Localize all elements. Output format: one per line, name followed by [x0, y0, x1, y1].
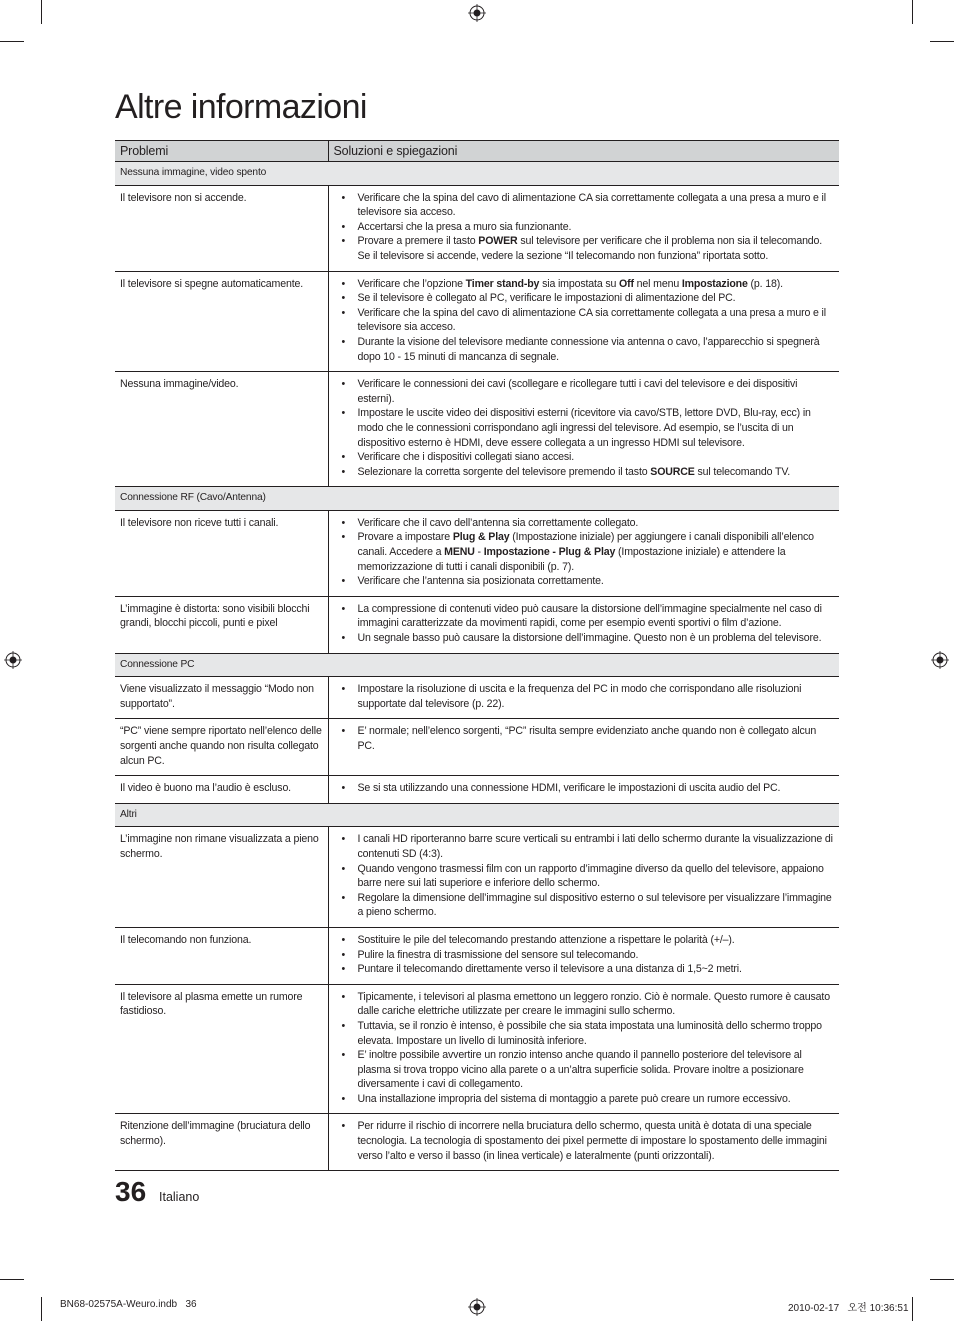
- header-problems: Problemi: [115, 141, 328, 162]
- section-row: [115, 162, 839, 186]
- solution-item: • Durante la visione del televisore mediante connessione via antenna o cavo, l’apparecchio si spegnerà dopo 10 - 15 minuti di mancanza di segnale.: [334, 335, 835, 364]
- table-row: [115, 185, 839, 271]
- section-row: [115, 653, 839, 677]
- solution-item: • Impostare le uscite video dei dispositivi esterni (ricevitore via cavo/STB, lettore DVD, Blu-ray, ecc) in modo che le connessioni corrispondano agli ingressi del televisore. Ad esempio, se l’uscita di un dispositivo esterno è HDMI, deve essere collegata a un ingresso HDMI sul televisore.: [334, 406, 835, 450]
- solution-item: • Verificare che la spina del cavo di alimentazione CA sia correttamente collegata a una presa a muro e il televisore sia acceso.: [334, 191, 835, 220]
- solution-item: • Quando vengono trasmessi film con un rapporto d’immagine diverso da quello del televisore, appaiono barre nere sui lati superiore e inferiore dello schermo.: [334, 862, 835, 891]
- crop-mark: [0, 41, 24, 42]
- solution-item: • Per ridurre il rischio di incorrere nella bruciatura dello schermo, questa unità è dotata di una speciale tecnologia. La tecnologia di spostamento dei pixel permette di impostare lo spostamento delle immagini verso l’alto e verso il basso (in linea verticale) e lateralmente (punti orizzontali).: [334, 1119, 835, 1163]
- section-title: Connessione RF (Cavo/Antenna): [115, 487, 839, 511]
- registration-mark-icon: [468, 1298, 486, 1316]
- table-header-row: [115, 141, 839, 162]
- solution-item: • Una installazione impropria del sistema di montaggio a parete può creare un rumore eccessivo.: [334, 1092, 835, 1107]
- problem-cell: Nessuna immagine/video.: [115, 372, 328, 487]
- print-date: 2010-02-17 오전 10:36:51: [788, 1303, 909, 1314]
- solution-list: [334, 277, 835, 365]
- solution-list: [334, 377, 835, 479]
- solution-list: [334, 933, 835, 977]
- solution-item: • Provare a premere il tasto POWER sul televisore per verificare che il problema non sia il telecomando. Se il televisore si accende, vedere la sezione “Il telecomando non funziona” riportata sotto.: [334, 234, 835, 263]
- table-row: [115, 677, 839, 719]
- solution-cell: [328, 776, 839, 804]
- problem-cell: Ritenzione dell’immagine (bruciatura dello schermo).: [115, 1114, 328, 1171]
- problem-cell: Il televisore non riceve tutti i canali.: [115, 510, 328, 596]
- solution-item: • Pulire la finestra di trasmissione del sensore sul telecomando.: [334, 948, 835, 963]
- table-row: [115, 827, 839, 928]
- section-row: [115, 803, 839, 827]
- problem-cell: L’immagine è distorta: sono visibili blocchi grandi, blocchi piccoli, punti e pixel: [115, 596, 328, 653]
- crop-mark: [930, 1279, 954, 1280]
- solution-item: • Verificare che il cavo dell’antenna sia correttamente collegato.: [334, 516, 835, 531]
- table-body: [115, 162, 839, 1171]
- solution-item: • Verificare che i dispositivi collegati siano accesi.: [334, 450, 835, 465]
- solution-item: • Selezionare la corretta sorgente del televisore premendo il tasto SOURCE sul telecomando TV.: [334, 465, 835, 480]
- problem-cell: L’immagine non rimane visualizzata a pieno schermo.: [115, 827, 328, 928]
- solution-cell: [328, 677, 839, 719]
- solution-item: • Verificare che l’antenna sia posizionata correttamente.: [334, 574, 835, 589]
- print-file-info: BN68-02575A-Weuro.indb 36: [60, 1299, 197, 1310]
- problem-cell: Il televisore al plasma emette un rumore fastidioso.: [115, 984, 328, 1114]
- solution-list: [334, 602, 835, 646]
- registration-mark-icon: [4, 651, 22, 669]
- problem-cell: Viene visualizzato il messaggio “Modo non supportato”.: [115, 677, 328, 719]
- table-row: [115, 271, 839, 372]
- solution-cell: [328, 719, 839, 776]
- solution-cell: [328, 984, 839, 1114]
- crop-mark: [912, 0, 913, 24]
- section-title: Nessuna immagine, video spento: [115, 162, 839, 186]
- solution-list: [334, 191, 835, 264]
- solution-item: • Verificare che l’opzione Timer stand-by sia impostata su Off nel menu Impostazione (p. 18).: [334, 277, 835, 292]
- table-row: [115, 719, 839, 776]
- problem-cell: Il video è buono ma l’audio è escluso.: [115, 776, 328, 804]
- page-language: Italiano: [159, 1190, 200, 1204]
- solution-cell: [328, 1114, 839, 1171]
- solution-cell: [328, 510, 839, 596]
- section-title: Altri: [115, 803, 839, 827]
- solution-item: • Sostituire le pile del telecomando prestando attenzione a rispettare le polarità (+/–).: [334, 933, 835, 948]
- problem-cell: Il televisore non si accende.: [115, 185, 328, 271]
- solution-item: • Se si sta utilizzando una connessione HDMI, verificare le impostazioni di uscita audio del PC.: [334, 781, 835, 796]
- solution-item: • I canali HD riporteranno barre scure verticali su entrambi i lati dello schermo durante la visualizzazione di contenuti SD (4:3).: [334, 832, 835, 861]
- page-number: 36: [115, 1176, 147, 1207]
- solution-item: • Se il televisore è collegato al PC, verificare le impostazioni di alimentazione del PC.: [334, 291, 835, 306]
- solution-cell: [328, 372, 839, 487]
- table-row: [115, 372, 839, 487]
- header-solutions: Soluzioni e spiegazioni: [328, 141, 839, 162]
- solution-item: • Verificare le connessioni dei cavi (scollegare e ricollegare tutti i cavi del televisore e dei dispositivi esterni).: [334, 377, 835, 406]
- table-row: [115, 776, 839, 804]
- solution-list: [334, 682, 835, 711]
- section-row: [115, 487, 839, 511]
- solution-item: • Provare a impostare Plug & Play (Impostazione iniziale) per aggiungere i canali disponibili all’elenco canali. Accedere a MENU - Impostazione - Plug & Play (Impostazione iniziale) e attendere la memorizzazione di tutti i canali disponibili (p. 7).: [334, 530, 835, 574]
- solution-item: • Tuttavia, se il ronzio è intenso, è possibile che sia stata impostata una luminosità dello schermo troppo elevata. Impostare un livello di luminosità inferiore.: [334, 1019, 835, 1048]
- solution-list: [334, 832, 835, 920]
- solution-cell: [328, 596, 839, 653]
- solution-item: • Verificare che la spina del cavo di alimentazione CA sia correttamente collegata a una presa a muro e il televisore sia acceso.: [334, 306, 835, 335]
- table-row: [115, 984, 839, 1114]
- solution-item: • Impostare la risoluzione di uscita e la frequenza del PC in modo che corrispondano alle risoluzioni supportate dal televisore (p. 22).: [334, 682, 835, 711]
- solution-cell: [328, 827, 839, 928]
- table-row: [115, 510, 839, 596]
- solution-list: [334, 781, 835, 796]
- solution-list: [334, 990, 835, 1107]
- crop-mark: [912, 1297, 913, 1321]
- solution-cell: [328, 185, 839, 271]
- solution-list: [334, 516, 835, 589]
- troubleshooting-table: [115, 140, 839, 1171]
- registration-mark-icon: [468, 4, 486, 22]
- problem-cell: Il telecomando non funziona.: [115, 927, 328, 984]
- crop-mark: [41, 1297, 42, 1321]
- solution-item: • E’ inoltre possibile avvertire un ronzio intenso anche quando il pannello posteriore del televisore al plasma si trova troppo vicino alla parete o a un’altra superficie solida. Provare inoltre a posizionare diversamente i cavi di collegamento.: [334, 1048, 835, 1092]
- solution-item: • Tipicamente, i televisori al plasma emettono un leggero ronzio. Ciò è normale. Questo rumore è causato dalle cariche elettriche utilizzate per creare le immagini sullo schermo.: [334, 990, 835, 1019]
- solution-item: • E’ normale; nell’elenco sorgenti, “PC” risulta sempre evidenziato anche quando non è collegato alcun PC.: [334, 724, 835, 753]
- solution-item: • Regolare la dimensione dell’immagine sul dispositivo esterno o sul televisore per visualizzare l’immagine a pieno schermo.: [334, 891, 835, 920]
- solution-cell: [328, 927, 839, 984]
- solution-item: • La compressione di contenuti video può causare la distorsione dell’immagine specialmente nel caso di immagini caratterizzate da movimenti rapidi, come per esempio eventi sportivi o film d’azione.: [334, 602, 835, 631]
- page-title: Altre informazioni: [115, 88, 367, 126]
- table-row: [115, 1114, 839, 1171]
- registration-mark-icon: [931, 651, 949, 669]
- crop-mark: [930, 41, 954, 42]
- solution-item: • Puntare il telecomando direttamente verso il televisore a una distanza di 1,5~2 metri.: [334, 962, 835, 977]
- solution-item: • Un segnale basso può causare la distorsione dell’immagine. Questo non è un problema del televisore.: [334, 631, 835, 646]
- crop-mark: [0, 1279, 24, 1280]
- problem-cell: Il televisore si spegne automaticamente.: [115, 271, 328, 372]
- solution-list: [334, 1119, 835, 1163]
- table-row: [115, 927, 839, 984]
- problem-cell: “PC” viene sempre riportato nell’elenco delle sorgenti anche quando non risulta collegato alcun PC.: [115, 719, 328, 776]
- section-title: Connessione PC: [115, 653, 839, 677]
- solution-item: • Accertarsi che la presa a muro sia funzionante.: [334, 220, 835, 235]
- crop-mark: [41, 0, 42, 24]
- solution-cell: [328, 271, 839, 372]
- table-row: [115, 596, 839, 653]
- solution-list: [334, 724, 835, 753]
